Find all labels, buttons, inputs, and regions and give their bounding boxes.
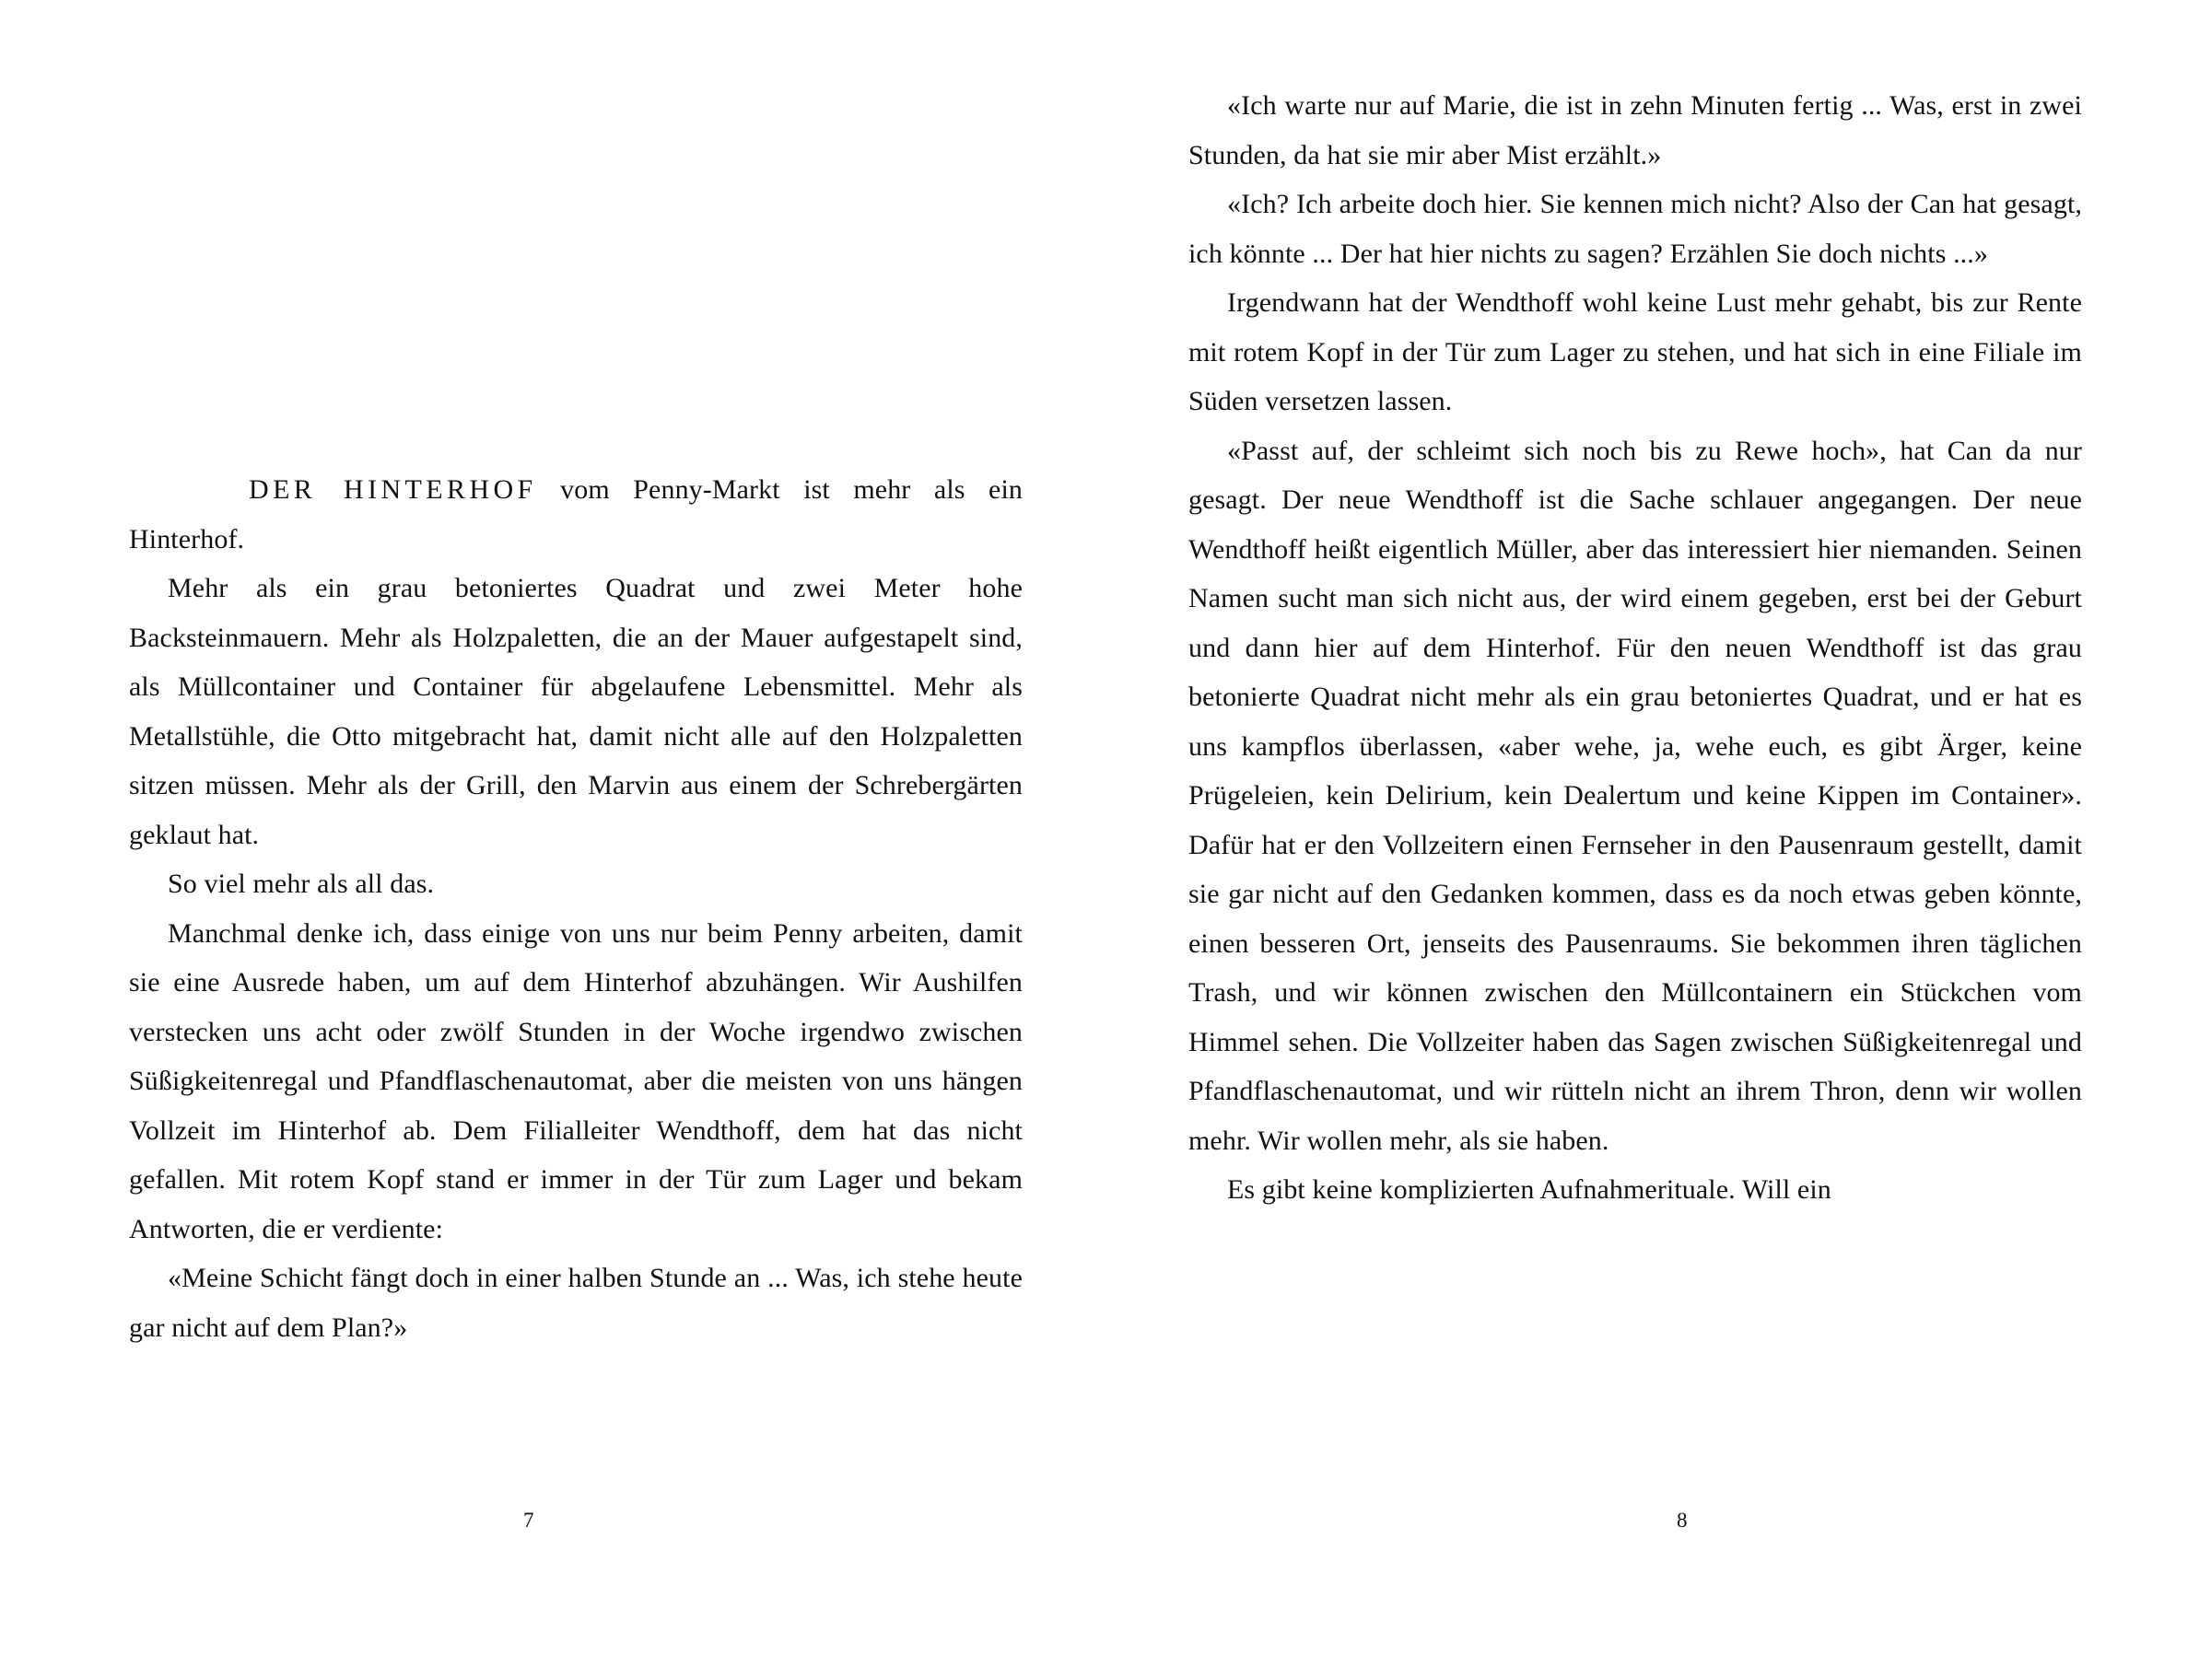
paragraph: Mehr als ein grau betoniertes Quadrat und zwei Meter hohe Backsteinmauern. Mehr als Holzpaletten, die an der Mauer aufgestapelt sind, als Müllcontainer und Container für abgelaufene Lebensmittel. Mehr als Metallstühle, die Otto mitgebracht hat, damit nicht alle auf den Holzpaletten sitzen müssen. Mehr als der Grill, den Marvin aus einem der Schrebergärten geklaut hat.	[129, 573, 1023, 850]
page-right	[1106, 0, 2211, 1680]
chapter-opening-paragraph	[129, 465, 1023, 564]
chapter-opening-rest: vom Penny-Markt ist mehr als ein Hinterhof.	[129, 474, 1023, 554]
paragraph: Irgendwann hat der Wendthoff wohl keine Lust mehr gehabt, bis zur Rente mit rotem Kopf in der Tür zum Lager zu stehen, und hat sich in eine Filiale im Süden versetzen lassen.	[1188, 287, 2082, 416]
page-number-right: 8	[1677, 1509, 1688, 1532]
left-page-textblock	[129, 465, 1023, 1352]
paragraph: Es gibt keine komplizierten Aufnahmerituale. Will ein	[1227, 1174, 1831, 1205]
paragraph: So viel mehr als all das.	[168, 869, 435, 899]
paragraph: Manchmal denke ich, dass einige von uns nur beim Penny arbeiten, damit sie eine Ausrede haben, um auf dem Hinterhof abzuhängen. Wir Aushilfen verstecken uns acht oder zwölf Stunden in der Woche irgendwo zwischen Süßigkeitenregal und Pfandflaschenautomat, aber die meisten von uns hängen Vollzeit im Hinterhof ab. Dem Filialleiter Wendthoff, dem hat das nicht gefallen. Mit rotem Kopf stand er immer in der Tür zum Lager und bekam Antworten, die er verdiente:	[129, 917, 1023, 1244]
page-number-left: 7	[523, 1509, 534, 1532]
paragraph: «Ich? Ich arbeite doch hier. Sie kennen mich nicht? Also der Can hat gesagt, ich könnte ... Der hat hier nichts zu sagen? Erzählen Sie doch nichts ...»	[1188, 189, 2082, 269]
paragraph: «Ich warte nur auf Marie, die ist in zehn Minuten fertig ... Was, erst in zwei Stunden, da hat sie mir aber Mist erzählt.»	[1188, 90, 2082, 170]
paragraph: «Meine Schicht fängt doch in einer halben Stunde an ... Was, ich stehe heute gar nicht auf dem Plan?»	[129, 1263, 1023, 1343]
right-page-textblock	[1188, 81, 2082, 1215]
paragraph: «Passt auf, der schleimt sich noch bis zu Rewe hoch», hat Can da nur gesagt. Der neue Wendthoff ist die Sache schlauer angegangen. Der neue Wendthoff heißt eigentlich Müller, aber das interessiert hier niemanden. Seinen Namen sucht man sich nicht aus, der wird einem gegeben, erst bei der Geburt und dann hier auf dem Hinterhof. Für den neuen Wendthoff ist das grau betonierte Quadrat nicht mehr als ein grau betoniertes Quadrat, und er hat es uns kampflos überlassen, «aber wehe, ja, wehe euch, es gibt Ärger, keine Prügeleien, kein Delirium, kein Dealertum und keine Kippen im Container». Dafür hat er den Vollzeitern einen Fernseher in den Pausenraum gestellt, damit sie gar nicht auf den Gedanken kommen, dass es da noch etwas geben könnte, einen besseren Ort, jenseits des Pausenraums. Sie bekommen ihren täglichen Trash, und wir können zwischen den Müllcontainern ein Stückchen vom Himmel sehen. Die Vollzeiter haben das Sagen zwischen Süßigkeitenregal und Pfandflaschenautomat, und wir rütteln nicht an ihrem Thron, denn wir wollen mehr. Wir wollen mehr, als sie haben.	[1188, 435, 2082, 1156]
chapter-opening-words: DER HINTERHOF	[249, 474, 537, 505]
